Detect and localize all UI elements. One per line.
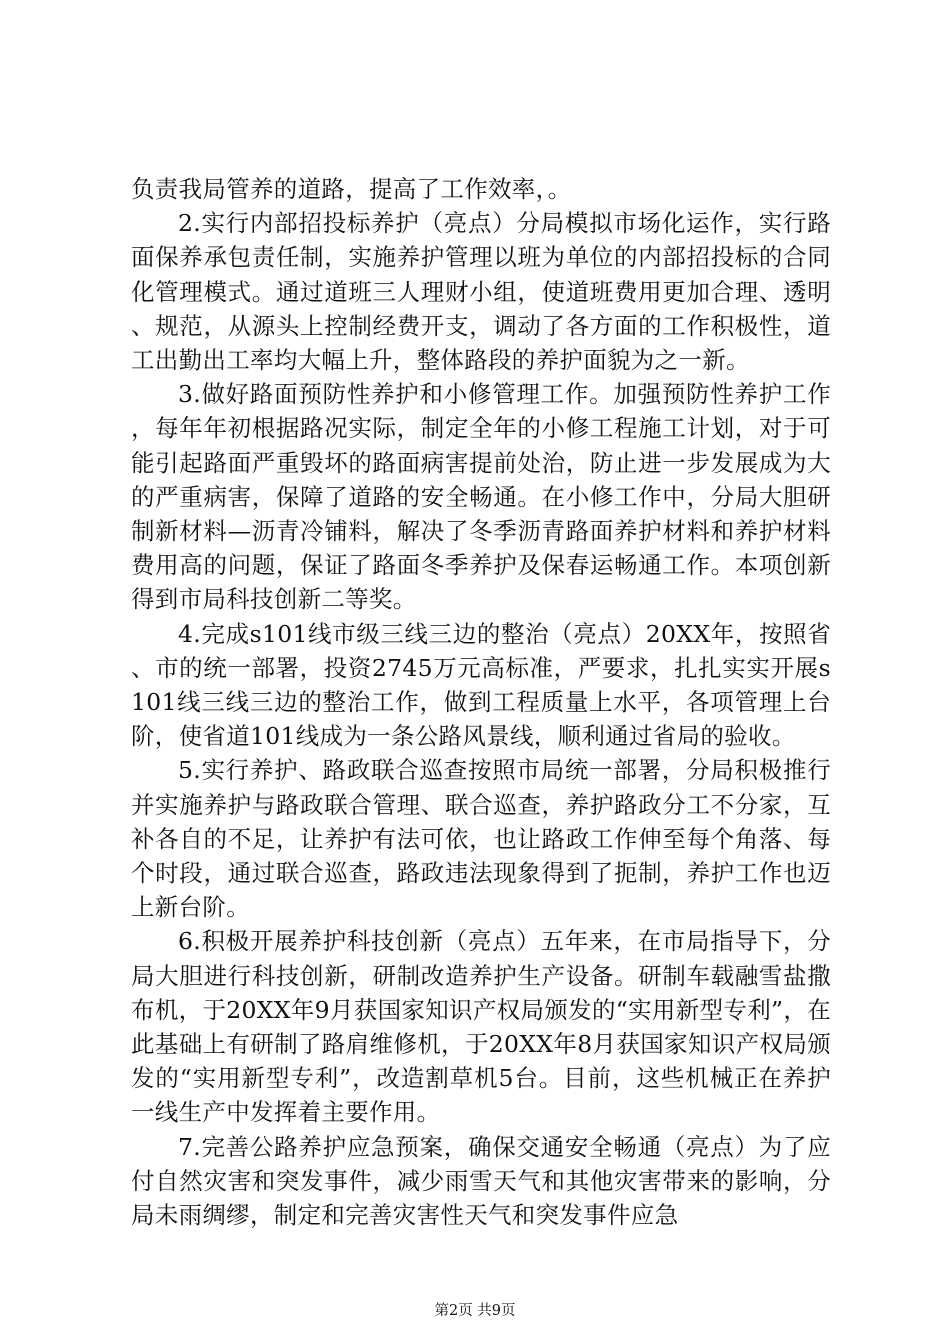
paragraph-item-5: 5.实行养护、路政联合巡查按照市局统一部署，分局积极推行并实施养护与路政联合管理、联合巡查，养护路政分工不分家，互补各自的不足，让养护有法可依，也让路政工作伸至每个角落、每个时段，通过联合巡查，路政违法现象得到了扼制，养护工作也迈上新台阶。 [131, 756, 831, 922]
paragraph-item-2: 2.实行内部招投标养护（亮点）分局模拟市场化运作，实行路面保养承包责任制，实施养护管理以班为单位的内部招投标的合同化管理模式。通过道班三人理财小组，使道班费用更加合理、透明、规范，从源头上控制经费开支，调动了各方面的工作积极性，道工出勤出工率均大幅上升，整体路段的养护面貌为之一新。 [131, 209, 831, 375]
paragraph-item-4: 4.完成s101线市级三线三边的整治（亮点）20XX年，按照省、市的统一部署，投资2745万元高标准，严要求，扎扎实实开展s101线三线三边的整治工作，做到工程质量上水平，各项管理上台阶，使省道101线成为一条公路风景线，顺利通过省局的验收。 [131, 619, 831, 751]
paragraph-item-7: 7.完善公路养护应急预案，确保交通安全畅通（亮点）为了应付自然灾害和突发事件，减少雨雪天气和其他灾害带来的影响，分局未雨绸缪，制定和完善灾害性天气和突发事件应急 [131, 1132, 831, 1230]
paragraph-continuation: 负责我局管养的道路，提高了工作效率，。 [131, 175, 572, 203]
paragraph-item-6: 6.积极开展养护科技创新（亮点）五年来，在市局指导下，分局大胆进行科技创新，研制改造养护生产设备。研制车载融雪盐撒布机，于20XX年9月获国家知识产权局颁发的“实用新型专利”，在此基础上有研制了路肩维修机，于20XX年8月获国家知识产权局颁发的“实用新型专利”，改造割草机5台。目前，这些机械正在养护一线生产中发挥着主要作用。 [131, 927, 831, 1127]
paragraph-item-3: 3.做好路面预防性养护和小修管理工作。加强预防性养护工作，每年年初根据路况实际，制定全年的小修工程施工计划，对于可能引起路面严重毁坏的路面病害提前处治，防止进一步发展成为大的严重病害，保障了道路的安全畅通。在小修工作中，分局大胆研制新材料—沥青冷铺料，解决了冬季沥青路面养护材料和养护材料费用高的问题，保证了路面冬季养护及保春运畅通工作。本项创新得到市局科技创新二等奖。 [131, 380, 831, 614]
document-body [131, 172, 831, 1232]
page-number-footer: 第2页 共9页 [434, 1303, 516, 1319]
